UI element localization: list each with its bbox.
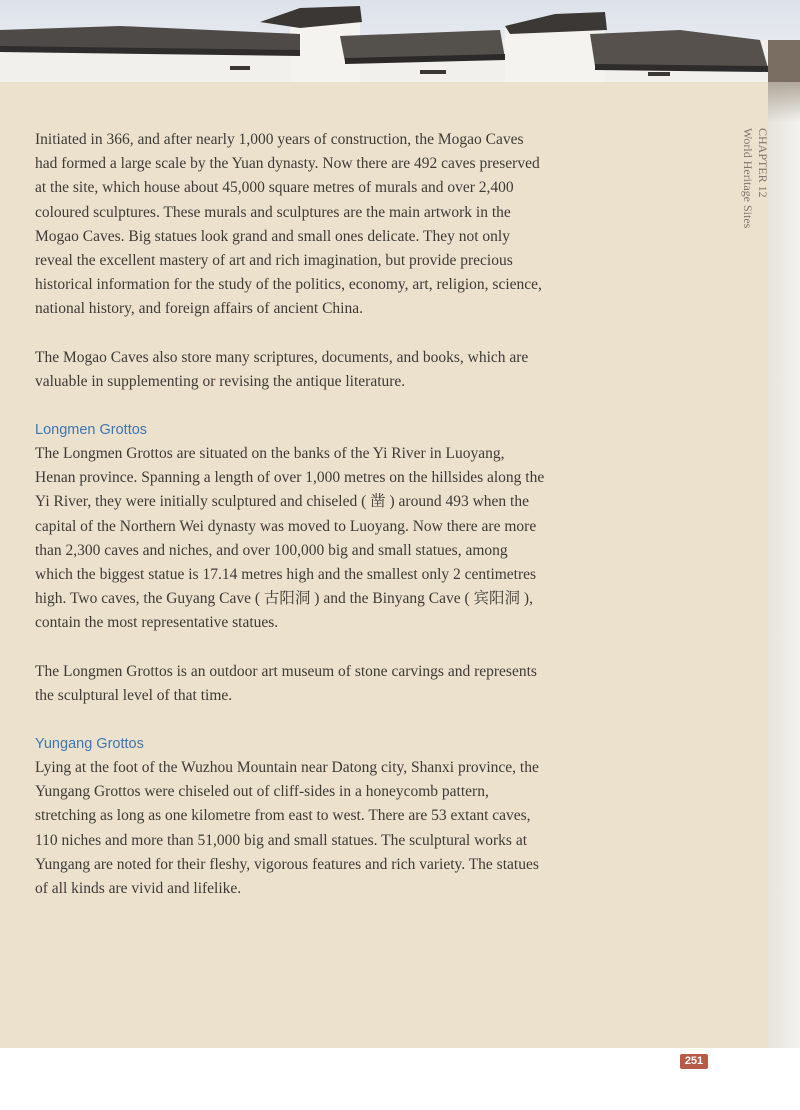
- article-body: [35, 128, 545, 925]
- longmen-paragraph-1: The Longmen Grottos are situated on the banks of the Yi River in Luoyang, Henan province. Spanning a length of over 1,000 metres on the hillsides along the Yi River, they were initially sculptured and chiseled ( 凿 ) around 493 when the capital of the Northern Wei dynasty was moved to Luoyang. Now there are more than 2,300 caves and niches, and over 100,000 big and small statues, among which the biggest statue is 17.14 metres high and the smallest only 2 centimetres high. Two caves, the Guyang Cave ( 古阳洞 ) and the Binyang Cave ( 宾阳洞 ), contain the most representative statues.: [35, 445, 545, 632]
- mogao-paragraph-2: The Mogao Caves also store many scriptures, documents, and books, which are valuable in supplementing or revising the antique literature.: [35, 348, 529, 390]
- chapter-side-label: [726, 128, 770, 268]
- chapter-number: CHAPTER 12: [756, 128, 770, 198]
- mogao-paragraph-1: Initiated in 366, and after nearly 1,000 years of construction, the Mogao Caves had formed a large scale by the Yuan dynasty. Now there are 492 caves preserved at the site, which house about 45,000 square metres of murals and over 2,400 coloured sculptures. These murals and sculptures are the main artwork in the Mogao Caves. Big statues look grand and small ones delicate. They not only reveal the excellent mastery of art and rich imagination, but provide precious historical information for the study of the politics, economy, art, religion, science, national history, and foreign affairs of ancient China.: [35, 131, 542, 318]
- longmen-paragraph-2: The Longmen Grottos is an outdoor art museum of stone carvings and represents the sculptural level of that time.: [35, 662, 537, 704]
- longmen-heading: Longmen Grottos: [35, 422, 148, 439]
- yungang-heading: Yungang Grottos: [35, 736, 144, 753]
- page-edge-strip: [768, 82, 800, 1048]
- page-number-badge: 251: [680, 1054, 708, 1069]
- chapter-title: World Heritage Sites: [741, 128, 755, 229]
- page-edge-shadow: [768, 82, 800, 122]
- yungang-paragraph-1: Lying at the foot of the Wuzhou Mountain near Datong city, Shanxi province, the Yungang Grottos were chiseled out of cliff-sides in a honeycomb pattern, stretching as long as one kilometre from east to west. There are 53 extant caves, 110 niches and more than 51,000 big and small statues. The sculptural works at Yungang are noted for their fleshy, vigorous features and rich variety. The statues of all kinds are vivid and lifelike.: [35, 759, 539, 898]
- header-photo-rooftops: [0, 0, 800, 90]
- rooftop-illustration: [0, 0, 800, 90]
